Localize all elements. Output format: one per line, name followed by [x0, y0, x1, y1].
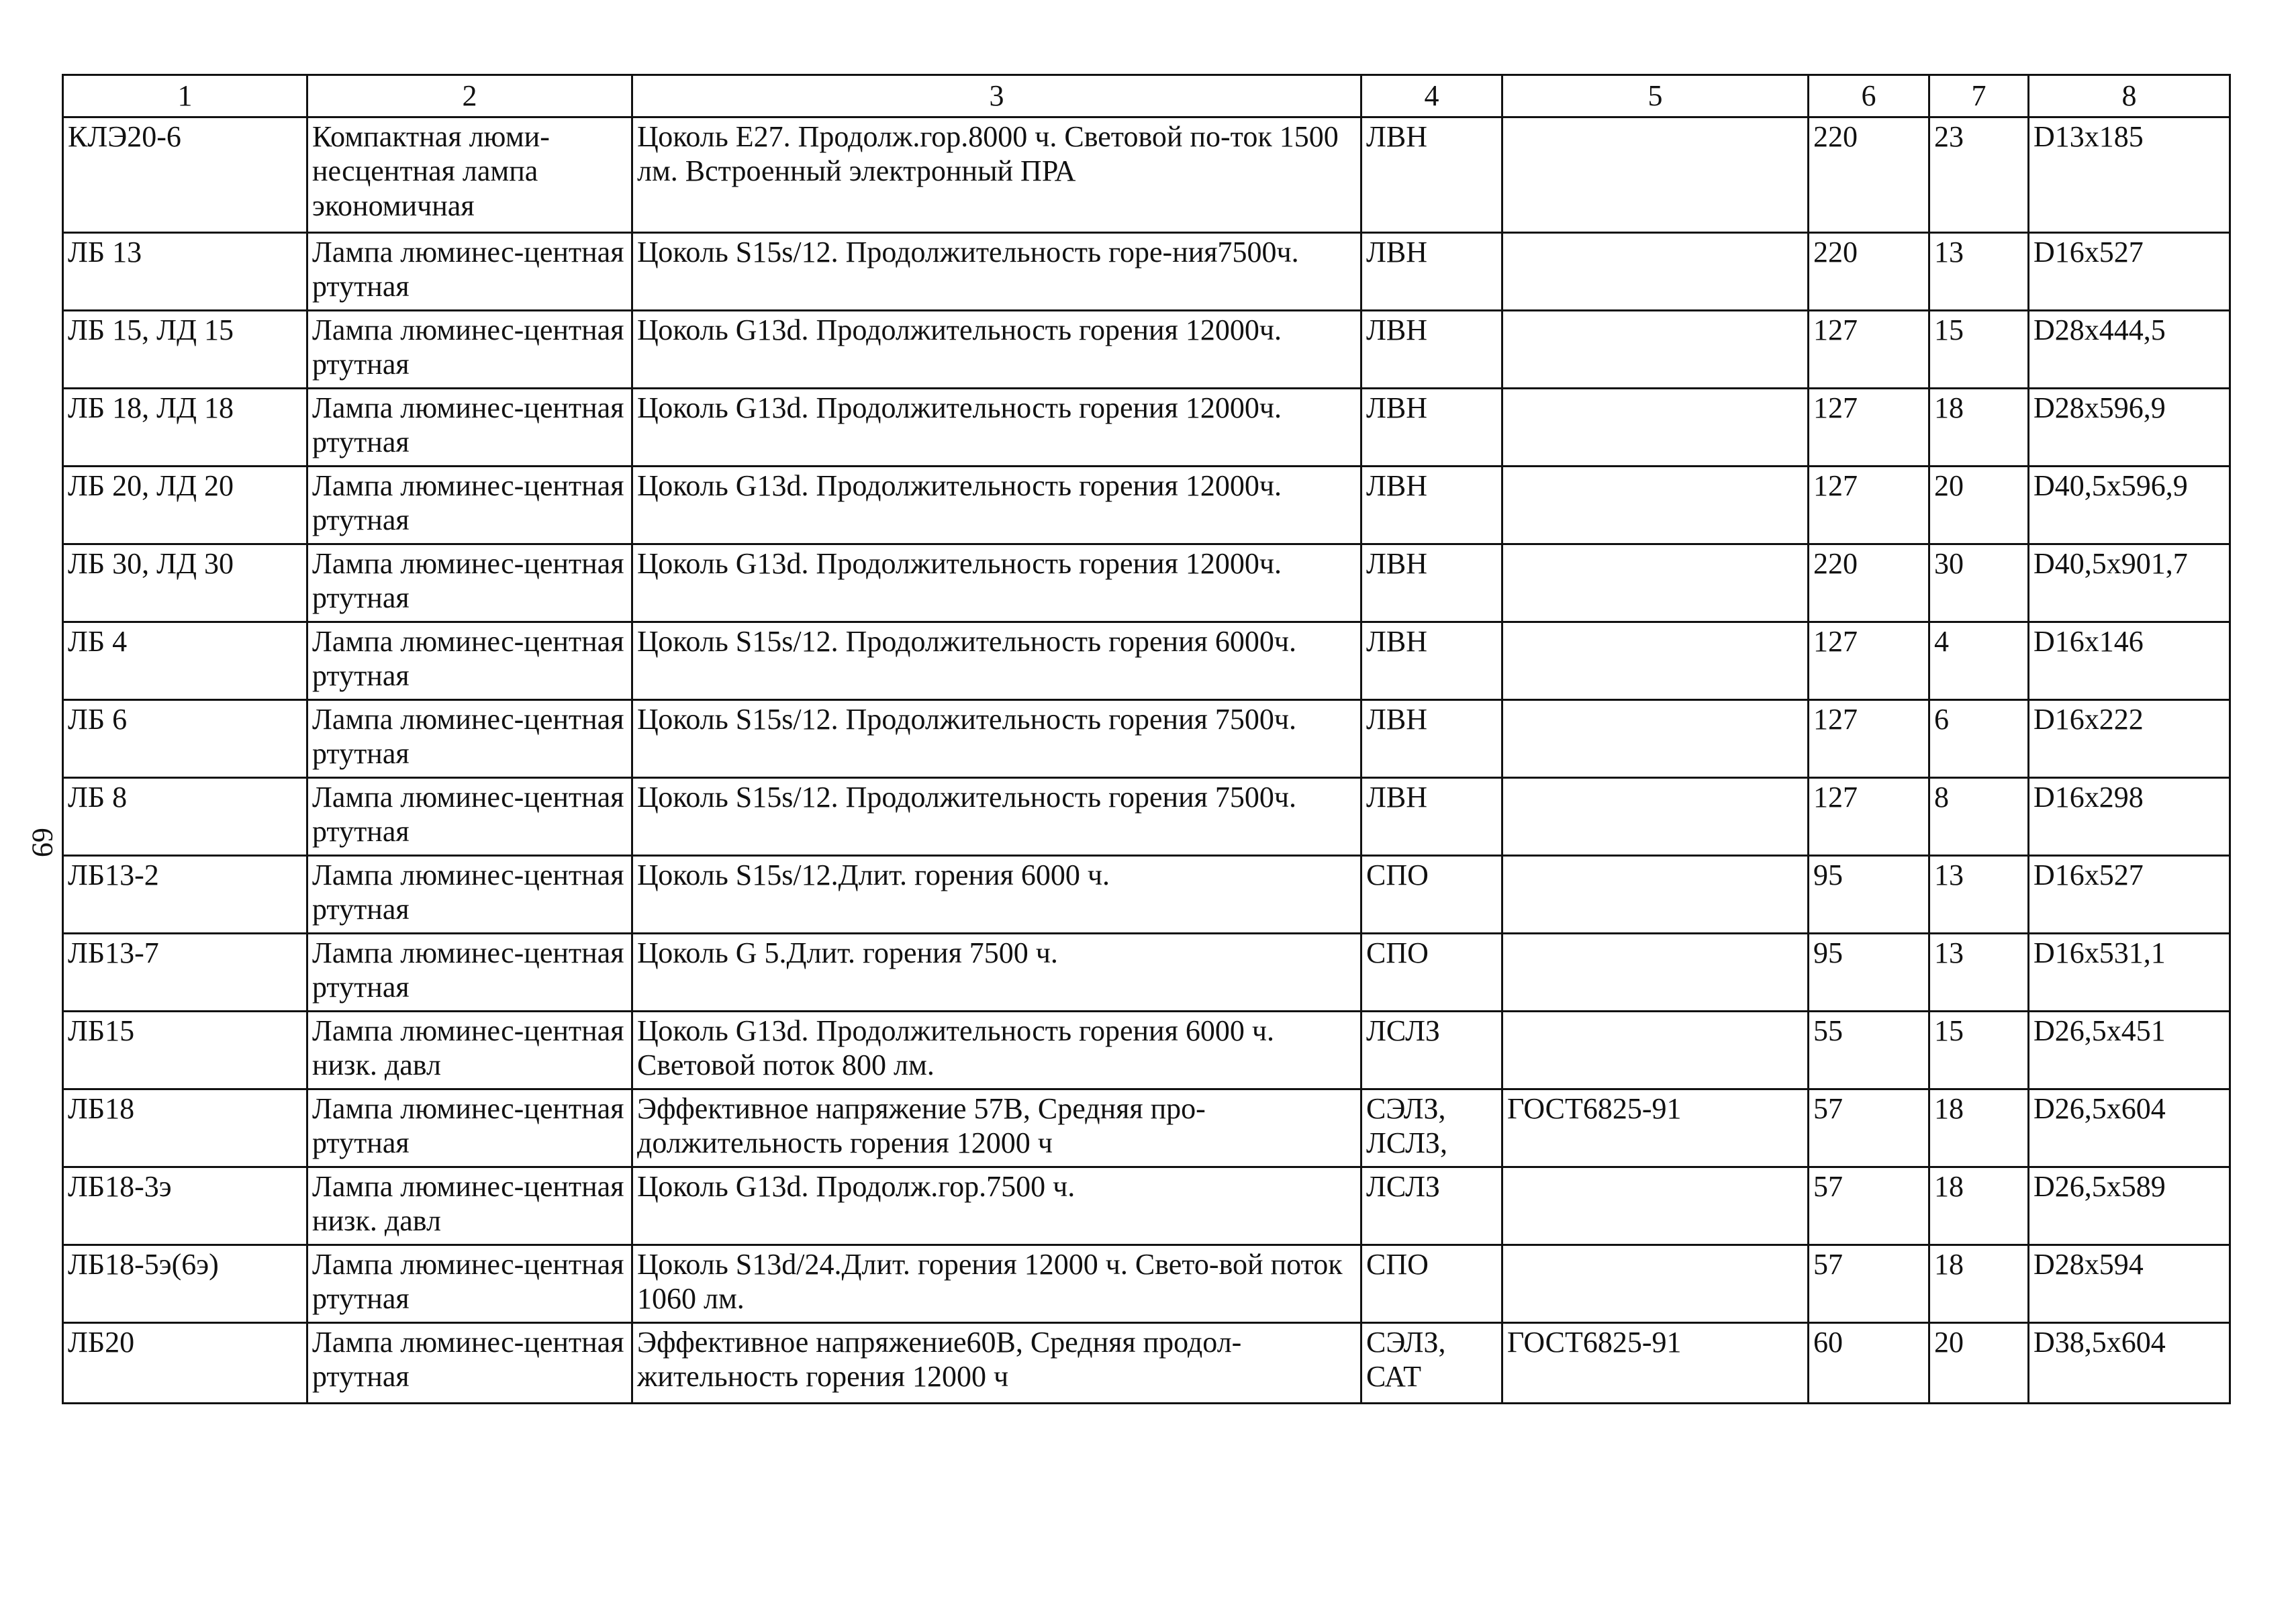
table-cell: 15: [1929, 1012, 2029, 1089]
table-cell: ЛБ 6: [63, 700, 307, 778]
table-cell: [1502, 778, 1809, 856]
table-cell: 127: [1809, 778, 1929, 856]
table-cell: Цоколь S15s/12.Длит. горения 6000 ч.: [632, 856, 1361, 934]
table-cell: ЛВН: [1361, 778, 1502, 856]
table-cell: 13: [1929, 233, 2029, 311]
table-cell: 6: [1929, 700, 2029, 778]
table-cell: 13: [1929, 856, 2029, 934]
table-cell: D40,5x901,7: [2029, 544, 2230, 622]
table-cell: ЛСЛЗ: [1361, 1167, 1502, 1245]
table-cell: 127: [1809, 622, 1929, 700]
table-cell: [1502, 1167, 1809, 1245]
table-cell: 18: [1929, 1245, 2029, 1323]
table-cell: [1502, 389, 1809, 467]
table-cell: КЛЭ20-6: [63, 117, 307, 233]
table-cell: Лампа люминес-центная низк. давл: [307, 1012, 632, 1089]
table-cell: Лампа люминес-центная ртутная: [307, 311, 632, 389]
table-cell: ЛВН: [1361, 311, 1502, 389]
table-cell: 18: [1929, 1089, 2029, 1167]
table-cell: ЛВН: [1361, 389, 1502, 467]
table-row: [63, 544, 2230, 622]
table-cell: D13x185: [2029, 117, 2230, 233]
table-cell: D28x444,5: [2029, 311, 2230, 389]
table-cell: D16x531,1: [2029, 934, 2230, 1012]
table-cell: D26,5x451: [2029, 1012, 2230, 1089]
table-cell: СЭЛЗ, ЛСЛЗ,: [1361, 1089, 1502, 1167]
table-header-cell: 8: [2029, 75, 2230, 117]
table-cell: ГОСТ6825-91: [1502, 1089, 1809, 1167]
table-cell: ЛБ 13: [63, 233, 307, 311]
table-cell: D28x594: [2029, 1245, 2230, 1323]
table-cell: [1502, 934, 1809, 1012]
table-cell: Лампа люминес-центная ртутная: [307, 934, 632, 1012]
table-cell: 95: [1809, 856, 1929, 934]
table-cell: Цоколь G13d. Продолжительность горения 12000ч.: [632, 544, 1361, 622]
table-cell: D40,5x596,9: [2029, 467, 2230, 544]
table-cell: Цоколь G13d. Продолжительность горения 6000 ч. Световой поток 800 лм.: [632, 1012, 1361, 1089]
table-cell: D38,5x604: [2029, 1323, 2230, 1404]
table-cell: D16x298: [2029, 778, 2230, 856]
table-cell: ЛБ 8: [63, 778, 307, 856]
table-cell: 220: [1809, 117, 1929, 233]
table-header-cell: 7: [1929, 75, 2029, 117]
table-header-cell: 6: [1809, 75, 1929, 117]
table-row: [63, 389, 2230, 467]
table-cell: 15: [1929, 311, 2029, 389]
table-cell: ЛБ13-7: [63, 934, 307, 1012]
lamp-table: [62, 74, 2231, 1404]
table-cell: Цоколь G13d. Продолж.гор.7500 ч.: [632, 1167, 1361, 1245]
table-cell: ЛБ 20, ЛД 20: [63, 467, 307, 544]
table-cell: ГОСТ6825-91: [1502, 1323, 1809, 1404]
table-cell: ЛБ20: [63, 1323, 307, 1404]
table-row: [63, 1245, 2230, 1323]
table-row: [63, 467, 2230, 544]
table-cell: [1502, 856, 1809, 934]
table-cell: Цоколь G13d. Продолжительность горения 12000ч.: [632, 389, 1361, 467]
table-cell: Цоколь S15s/12. Продолжительность горения 7500ч.: [632, 700, 1361, 778]
table-header-cell: 5: [1502, 75, 1809, 117]
table-cell: 20: [1929, 1323, 2029, 1404]
table-cell: Лампа люминес-центная ртутная: [307, 700, 632, 778]
table-cell: Лампа люминес-центная ртутная: [307, 1245, 632, 1323]
table-cell: Цоколь G13d. Продолжительность горения 12000ч.: [632, 311, 1361, 389]
table-row: [63, 1323, 2230, 1404]
table-cell: 127: [1809, 389, 1929, 467]
table-cell: D16x527: [2029, 856, 2230, 934]
table-cell: D16x527: [2029, 233, 2230, 311]
table-cell: ЛВН: [1361, 117, 1502, 233]
table-row: [63, 233, 2230, 311]
table-cell: ЛБ13-2: [63, 856, 307, 934]
table-cell: 127: [1809, 700, 1929, 778]
table-cell: 13: [1929, 934, 2029, 1012]
table-cell: ЛВН: [1361, 622, 1502, 700]
table-row: [63, 700, 2230, 778]
table-row: [63, 1167, 2230, 1245]
table-cell: [1502, 544, 1809, 622]
table-cell: 220: [1809, 233, 1929, 311]
table-cell: Эффективное напряжение 57В, Средняя про-должительность горения 12000 ч: [632, 1089, 1361, 1167]
table-cell: D26,5x589: [2029, 1167, 2230, 1245]
table-row: [63, 778, 2230, 856]
table-cell: D26,5x604: [2029, 1089, 2230, 1167]
table-cell: D16x222: [2029, 700, 2230, 778]
table-cell: 55: [1809, 1012, 1929, 1089]
table-cell: СПО: [1361, 856, 1502, 934]
table-cell: СПО: [1361, 1245, 1502, 1323]
table-cell: 220: [1809, 544, 1929, 622]
table-cell: 95: [1809, 934, 1929, 1012]
table-row: [63, 622, 2230, 700]
table-cell: ЛВН: [1361, 700, 1502, 778]
table-cell: Цоколь E27. Продолж.гор.8000 ч. Световой по-ток 1500 лм. Встроенный электронный ПРА: [632, 117, 1361, 233]
table-cell: Цоколь G13d. Продолжительность горения 12000ч.: [632, 467, 1361, 544]
table-cell: [1502, 1245, 1809, 1323]
table-cell: Лампа люминес-центная ртутная: [307, 622, 632, 700]
table-row: [63, 1089, 2230, 1167]
table-cell: 4: [1929, 622, 2029, 700]
table-cell: Лампа люминес-центная ртутная: [307, 467, 632, 544]
table-cell: Лампа люминес-центная ртутная: [307, 544, 632, 622]
table-cell: [1502, 233, 1809, 311]
table-cell: ЛБ18: [63, 1089, 307, 1167]
table-cell: ЛСЛЗ: [1361, 1012, 1502, 1089]
table-cell: 18: [1929, 389, 2029, 467]
table-header-cell: 3: [632, 75, 1361, 117]
table-header-cell: 2: [307, 75, 632, 117]
table-header-cell: 4: [1361, 75, 1502, 117]
table-cell: Лампа люминес-центная ртутная: [307, 233, 632, 311]
page-number: 69: [26, 828, 59, 857]
table-cell: [1502, 700, 1809, 778]
table-cell: ЛБ15: [63, 1012, 307, 1089]
table-cell: 30: [1929, 544, 2029, 622]
table-cell: [1502, 117, 1809, 233]
table-cell: ЛБ 18, ЛД 18: [63, 389, 307, 467]
table-cell: 8: [1929, 778, 2029, 856]
table-cell: 20: [1929, 467, 2029, 544]
table-header-cell: 1: [63, 75, 307, 117]
table-row: [63, 856, 2230, 934]
table-cell: [1502, 1012, 1809, 1089]
table-cell: 57: [1809, 1089, 1929, 1167]
table-cell: [1502, 467, 1809, 544]
table-cell: Лампа люминес-центная низк. давл: [307, 1167, 632, 1245]
table-cell: 127: [1809, 467, 1929, 544]
table-cell: Лампа люминес-центная ртутная: [307, 856, 632, 934]
table-header-row: [63, 75, 2230, 117]
table-cell: ЛБ18-5э(6э): [63, 1245, 307, 1323]
table-cell: D28x596,9: [2029, 389, 2230, 467]
table-cell: ЛВН: [1361, 467, 1502, 544]
table-row: [63, 117, 2230, 233]
table-cell: ЛБ 4: [63, 622, 307, 700]
table-cell: Цоколь G 5.Длит. горения 7500 ч.: [632, 934, 1361, 1012]
table-cell: Цоколь S15s/12. Продолжительность горения 7500ч.: [632, 778, 1361, 856]
table-cell: 18: [1929, 1167, 2029, 1245]
table-cell: ЛВН: [1361, 233, 1502, 311]
table-cell: Эффективное напряжение60В, Средняя продол-жительность горения 12000 ч: [632, 1323, 1361, 1404]
table-cell: ЛБ18-3э: [63, 1167, 307, 1245]
table-cell: СПО: [1361, 934, 1502, 1012]
table-cell: 57: [1809, 1245, 1929, 1323]
table-cell: 60: [1809, 1323, 1929, 1404]
table-cell: 57: [1809, 1167, 1929, 1245]
table-cell: Лампа люминес-центная ртутная: [307, 1323, 632, 1404]
table-row: [63, 1012, 2230, 1089]
table-cell: ЛВН: [1361, 544, 1502, 622]
table-cell: Лампа люминес-центная ртутная: [307, 778, 632, 856]
table-cell: Цоколь S13d/24.Длит. горения 12000 ч. Свето-вой поток 1060 лм.: [632, 1245, 1361, 1323]
table-cell: [1502, 311, 1809, 389]
table-cell: D16x146: [2029, 622, 2230, 700]
table-cell: Лампа люминес-центная ртутная: [307, 389, 632, 467]
table-cell: Компактная люми-несцентная лампа экономичная: [307, 117, 632, 233]
table-row: [63, 934, 2230, 1012]
table-cell: СЭЛЗ, САТ: [1361, 1323, 1502, 1404]
table-cell: Цоколь S15s/12. Продолжительность горения 6000ч.: [632, 622, 1361, 700]
table-cell: [1502, 622, 1809, 700]
table-cell: Лампа люминес-центная ртутная: [307, 1089, 632, 1167]
table-cell: ЛБ 15, ЛД 15: [63, 311, 307, 389]
table-cell: Цоколь S15s/12. Продолжительность горе-ния7500ч.: [632, 233, 1361, 311]
table-cell: 127: [1809, 311, 1929, 389]
table-row: [63, 311, 2230, 389]
table-cell: 23: [1929, 117, 2029, 233]
table-cell: ЛБ 30, ЛД 30: [63, 544, 307, 622]
